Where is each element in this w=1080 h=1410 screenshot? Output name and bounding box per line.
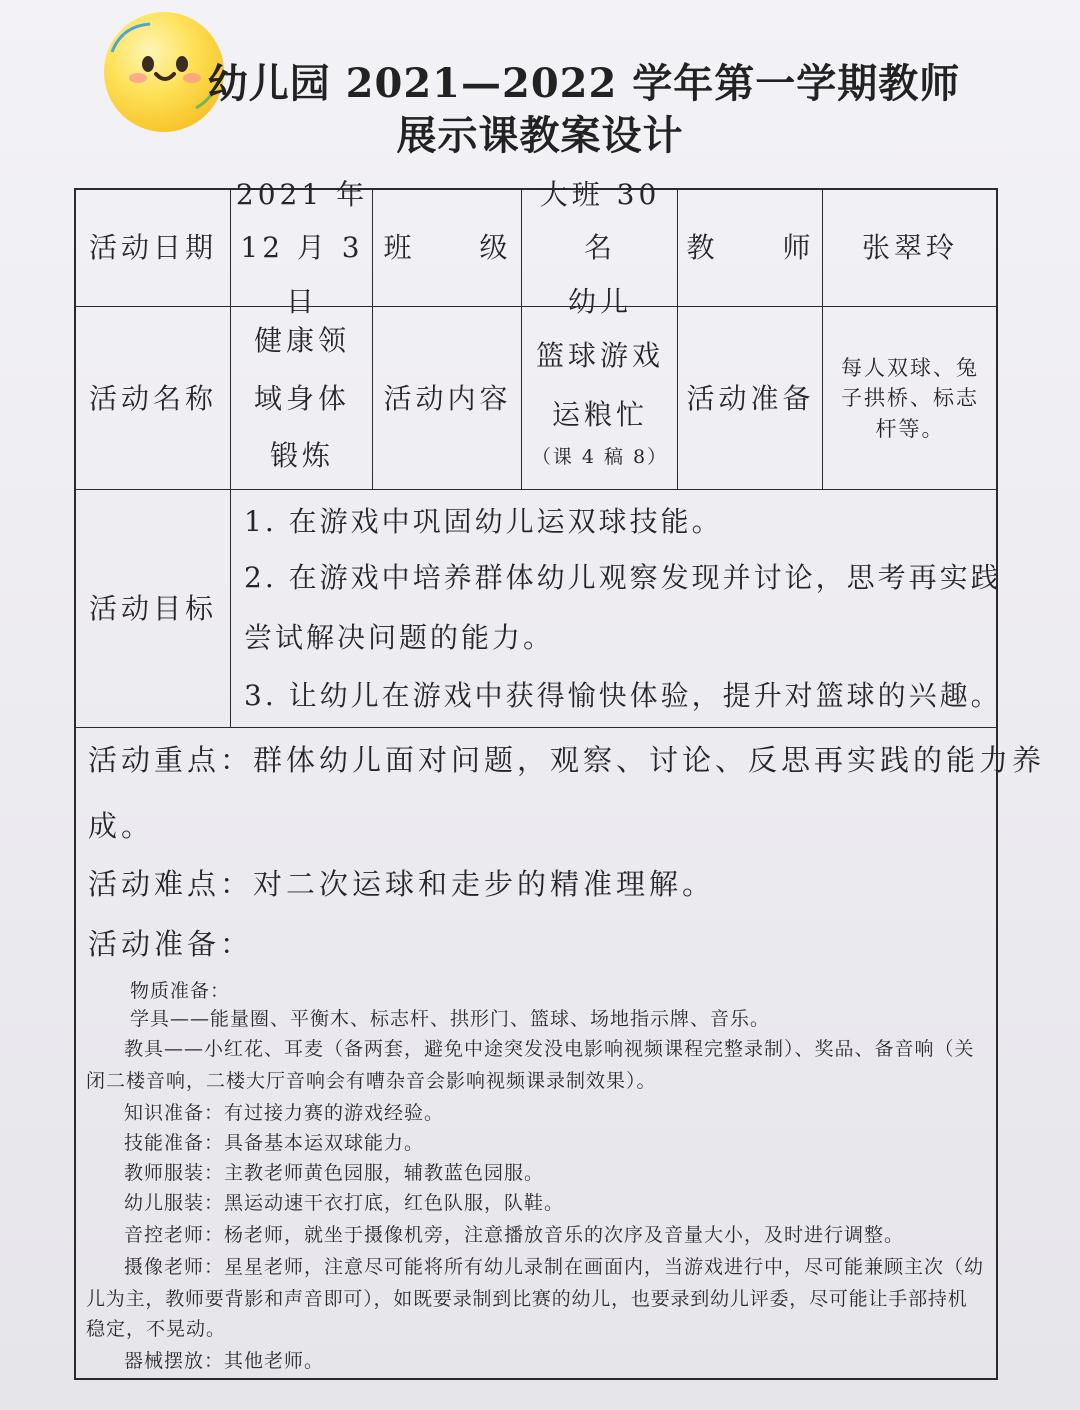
activity-date-label: 活动日期 [88, 231, 217, 265]
activity-name-line-1: 健康领 [253, 324, 350, 358]
table-column-divider [677, 188, 678, 489]
activity-name-line-3: 锻炼 [269, 439, 334, 473]
table-column-divider [230, 188, 231, 727]
prep-skill: 技能准备：具备基本运双球能力。 [124, 1132, 425, 1154]
goal-1: 1. 在游戏中巩固幼儿运双球技能。 [244, 505, 723, 538]
activity-name-line-2: 域身体 [253, 381, 350, 415]
prep-camera-teacher-continued: 儿为主，教师要背影和声音即可），如既要录制到比赛的幼儿，也要录到幼儿评委，尽可能让手部持机 [86, 1288, 968, 1310]
class-label: 班 级 [383, 231, 512, 265]
activity-content-label: 活动内容 [383, 381, 512, 415]
activity-date-year: 2021 年 [235, 178, 369, 212]
prep-student-tools: 学具——能量圈、平衡木、标志杆、拱形门、篮球、场地指示牌、音乐。 [130, 1008, 771, 1030]
document-title-line-1: 幼儿园 2021—2022 学年第一学期教师 [207, 60, 961, 107]
goal-2-continued: 尝试解决问题的能力。 [244, 621, 555, 654]
activity-date-day: 12 月 3 日 [240, 231, 364, 318]
key-point: 活动重点：群体幼儿面对问题，观察、讨论、反思再实践的能力养 [88, 743, 1046, 777]
key-point-continued: 成。 [88, 809, 155, 843]
preparation-heading: 活动准备： [88, 927, 254, 961]
prep-camera-teacher-end: 稳定，不晃动。 [86, 1318, 227, 1340]
activity-prepare-value [824, 308, 996, 489]
activity-content-line-1: 篮球游戏 [535, 339, 664, 373]
teacher-name: 张翠玲 [861, 231, 958, 265]
teacher-label: 教 师 [686, 231, 815, 265]
class-value-line-1: 大班 30 名 [539, 178, 661, 265]
activity-goals-label: 活动目标 [88, 592, 217, 626]
class-value [523, 178, 677, 318]
prep-teacher-tools-continued: 闭二楼音响，二楼大厅音响会有嘈杂音会影响视频课录制效果）。 [86, 1070, 657, 1092]
table-row-divider [74, 489, 998, 490]
activity-name-label: 活动名称 [88, 381, 217, 415]
activity-prepare-line-2: 子拱桥、标志 [841, 386, 979, 411]
table-column-divider [521, 188, 522, 489]
prep-material-heading: 物质准备： [130, 980, 231, 1002]
class-value-line-2: 幼儿 [567, 284, 632, 318]
prep-sound-teacher: 音控老师：杨老师，就坐于摄像机旁，注意播放音乐的次序及音量大小，及时进行调整。 [124, 1224, 905, 1246]
activity-prepare-label: 活动准备 [686, 381, 815, 415]
activity-content-value [523, 308, 677, 489]
activity-date-value [232, 178, 372, 318]
prep-teacher-tools: 教具——小红花、耳麦（备两套，避免中途突发没电影响视频课程完整录制）、奖品、备音响（关 [124, 1038, 975, 1060]
prep-child-clothing: 幼儿服装：黑运动速干衣打底，红色队服，队鞋。 [124, 1192, 565, 1214]
table-column-divider [822, 188, 823, 489]
activity-content-line-2: 运粮忙 [551, 398, 648, 432]
activity-name-value [232, 308, 372, 489]
table-row-divider [74, 727, 998, 728]
goal-2: 2. 在游戏中培养群体幼儿观察发现并讨论，思考再实践 [244, 561, 1002, 594]
prep-equipment: 器械摆放：其他老师。 [124, 1350, 325, 1372]
difficulty: 活动难点：对二次运球和走步的精准理解。 [88, 867, 716, 901]
prep-camera-teacher: 摄像老师：星星老师，注意尽可能将所有幼儿录制在画面内，当游戏进行中，尽可能兼顾主次（幼 [124, 1256, 985, 1278]
activity-prepare-line-1: 每人双球、兔 [841, 355, 979, 380]
goal-3: 3. 让幼儿在游戏中获得愉快体验，提升对篮球的兴趣。 [244, 679, 1002, 712]
prep-knowledge: 知识准备：有过接力赛的游戏经验。 [124, 1102, 445, 1124]
table-row-divider [74, 306, 998, 307]
prep-teacher-clothing: 教师服装：主教老师黄色园服，辅教蓝色园服。 [124, 1162, 545, 1184]
activity-content-note: （课 4 稿 8） [531, 445, 669, 468]
table-column-divider [372, 188, 373, 489]
document-title-line-2: 展示课教案设计 [396, 112, 684, 159]
activity-prepare-line-3: 杆等。 [875, 416, 945, 441]
